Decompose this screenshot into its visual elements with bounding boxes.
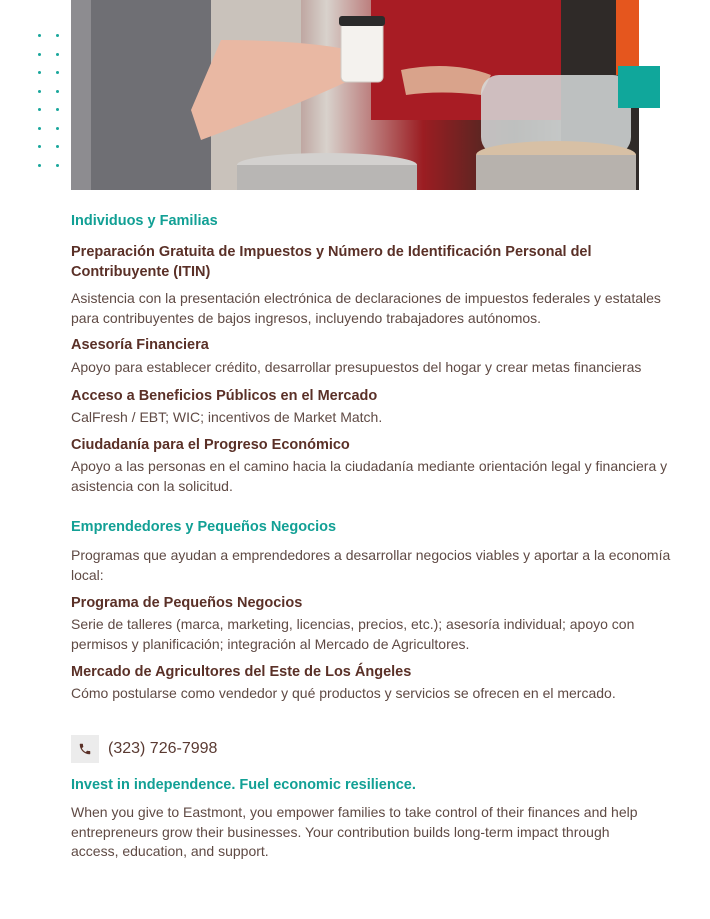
hero-photo xyxy=(71,0,639,190)
footer-tagline: Invest in independence. Fuel economic resilience. xyxy=(71,777,416,793)
item-description-financial-coaching: Apoyo para establecer crédito, desarrollar presupuestos del hogar y crear metas financieras xyxy=(71,359,642,375)
photo-illustration xyxy=(71,0,639,190)
phone-number[interactable]: (323) 726-7998 xyxy=(108,740,218,757)
decorative-teal-square xyxy=(618,66,660,108)
item-title-tax-prep: Preparación Gratuita de Impuestos y Número de Identificación Personal del Contribuyente (ITIN) xyxy=(71,244,592,280)
section-heading-entrepreneurs: Emprendedores y Pequeños Negocios xyxy=(71,519,337,535)
decorative-dot xyxy=(56,127,59,130)
item-title-citizenship: Ciudadanía para el Progreso Económico xyxy=(71,437,350,453)
item-title-public-benefits: Acceso a Beneficios Públicos en el Mercado xyxy=(71,387,378,404)
item-title-farmers-market: Mercado de Agricultores del Este de Los Ángeles xyxy=(71,664,412,680)
decorative-dot xyxy=(56,34,59,37)
decorative-dot xyxy=(56,145,59,148)
phone-icon xyxy=(71,735,99,763)
decorative-dot xyxy=(38,53,41,56)
decorative-dot xyxy=(56,71,59,74)
item-title-small-business: Programa de Pequeños Negocios xyxy=(71,595,303,611)
decorative-dot xyxy=(56,90,59,93)
footer-body: When you give to Eastmont, you empower families to take control of their finances and help entrepreneurs grow their businesses. Your contribution builds long-term impact through access, education, and support. xyxy=(71,804,638,859)
item-description-public-benefits: CalFresh / EBT; WIC; incentivos de Market Match. xyxy=(71,408,383,425)
section-heading-individuals: Individuos y Familias xyxy=(71,213,218,229)
decorative-dot xyxy=(56,164,59,167)
item-title-financial-coaching: Asesoría Financiera xyxy=(71,337,209,353)
decorative-dot xyxy=(56,53,59,56)
footer-callout xyxy=(71,774,651,862)
decorative-dot xyxy=(56,108,59,111)
item-description-tax-prep: Asistencia con la presentación electrónica de declaraciones de impuestos federales y estatales para contribuyentes de bajos ingresos, incluyendo trabajadores autónomos. xyxy=(71,290,661,326)
section-intro-entrepreneurs: Programas que ayudan a emprendedores a desarrollar negocios viables y aportar a la economía local: xyxy=(71,547,671,583)
item-description-citizenship: Apoyo a las personas en el camino hacia la ciudadanía mediante orientación legal y financiera y asistencia con la solicitud. xyxy=(71,458,668,494)
item-description-small-business: Serie de talleres (marca, marketing, licencias, precios, etc.); asesoría individual; apoyo con permisos y planificación; integración al Mercado de Agricultores. xyxy=(71,616,635,652)
main-content xyxy=(71,210,671,704)
decorative-dot xyxy=(38,108,41,111)
item-description-farmers-market: Cómo postularse como vendedor y qué productos y servicios se ofrecen en el mercado. xyxy=(71,685,616,701)
decorative-dot xyxy=(38,34,41,37)
decorative-dot xyxy=(38,164,41,167)
contact-phone-row[interactable] xyxy=(71,734,217,764)
decorative-dot xyxy=(38,71,41,74)
decorative-dot xyxy=(38,145,41,148)
decorative-dot xyxy=(38,127,41,130)
decorative-dot xyxy=(38,90,41,93)
